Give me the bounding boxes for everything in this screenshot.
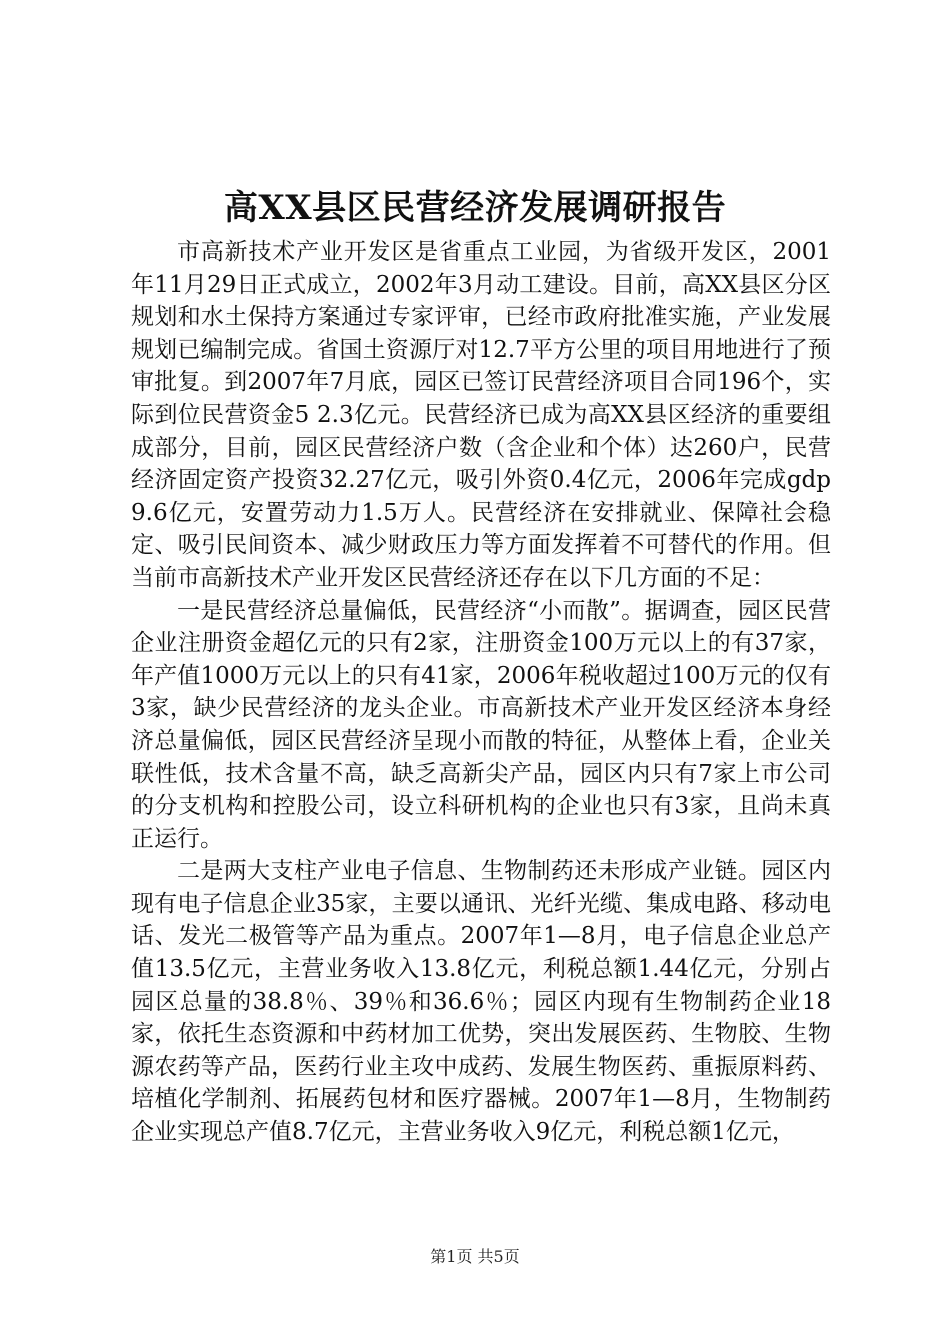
body-paragraph-3: 二是两大支柱产业电子信息、生物制药还未形成产业链。园区内现有电子信息企业35家，主要以通讯、光纤光缆、集成电路、移动电话、发光二极管等产品为重点。2007年1—8月，电子信息企业总产值13.5亿元，主营业务收入13.8亿元，利税总额1.44亿元，分别占园区总量的38.8％、39％和36.6％；园区内现有生物制药企业18家，依托生态资源和中药材加工优势，突出发展医药、生物胶、生物源农药等产品，医药行业主攻中成药、发展生物医药、重振原料药、培植化学制剂、拓展药包材和医疗器械。2007年1—8月，生物制药企业实现总产值8.7亿元，主营业务收入9亿元，利税总额1亿元， [131,858,831,1146]
body-paragraph-1: 市高新技术产业开发区是省重点工业园，为省级开发区，2001年11月29日正式成立，2002年3月动工建设。目前，高XX县区分区规划和水土保持方案通过专家评审，已经市政府批准实施，产业发展规划已编制完成。省国土资源厅对12.7平方公里的项目用地进行了预审批复。到2007年7月底，园区已签订民营经济项目合同196个，实际到位民营资金5 2.3亿元。民营经济已成为高XX县区经济的重要组成部分，目前，园区民营经济户数（含企业和个体）达260户，民营经济固定资产投资32.27亿元，吸引外资0.4亿元，2006年完成gdp9.6亿元，安置劳动力1.5万人。民营经济在安排就业、保障社会稳定、吸引民间资本、减少财政压力等方面发挥着不可替代的作用。但当前市高新技术产业开发区民营经济还存在以下几方面的不足： [131,239,831,591]
page-title: 高XX县区民营经济发展调研报告 [223,188,727,228]
body-paragraph-2: 一是民营经济总量偏低，民营经济“小而散”。据调查，园区民营企业注册资金超亿元的只有2家，注册资金100万元以上的有37家，年产值1000万元以上的只有41家，2006年税收超过100万元的仅有3家，缺少民营经济的龙头企业。市高新技术产业开发区经济本身经济总量偏低，园区民营经济呈现小而散的特征，从整体上看，企业关联性低，技术含量不高，缺乏高新尖产品，园区内只有7家上市公司的分支机构和控股公司，设立科研机构的企业也只有3家，且尚未真正运行。 [131,597,831,852]
document-body [131,236,831,1149]
page-number-footer: 第1页 共5页 [430,1247,520,1266]
